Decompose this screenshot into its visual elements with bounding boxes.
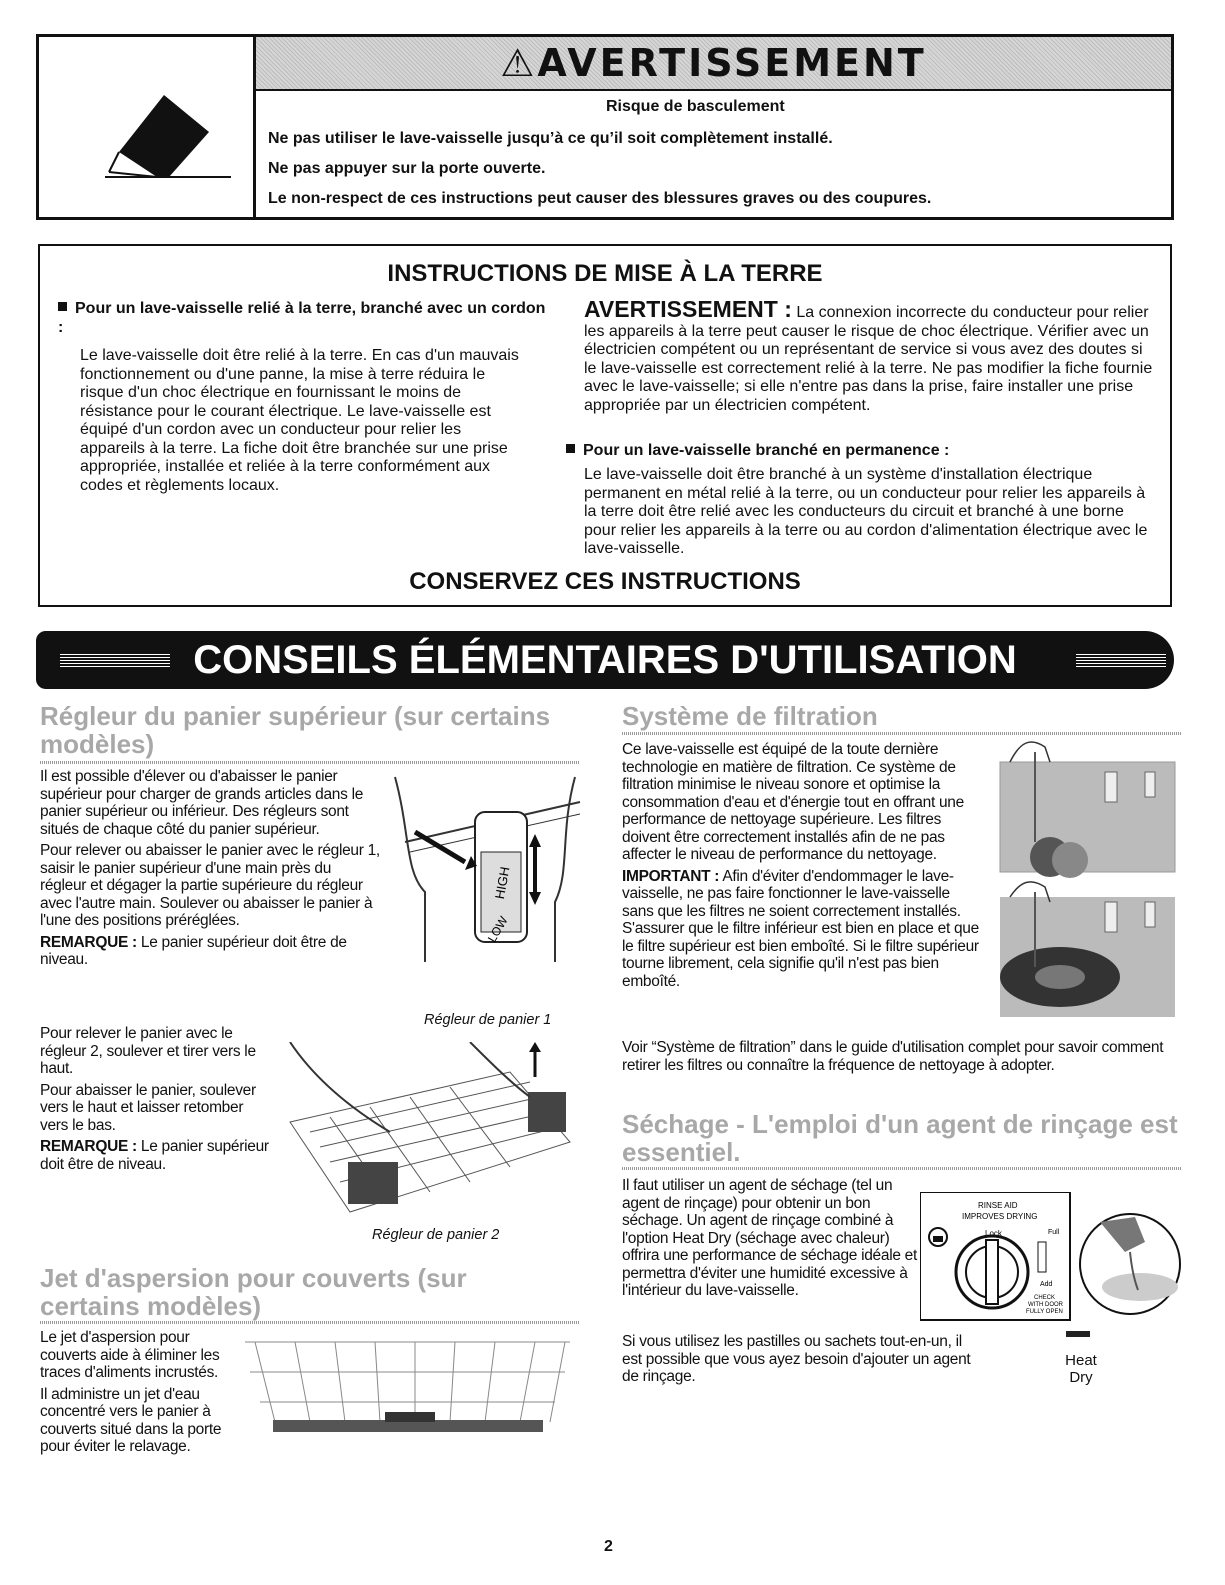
- warning-title: ⚠AVERTISSEMENT: [500, 41, 927, 85]
- grounding-warning-text: La connexion incorrecte du conducteur pour relier les appareils à la terre peut causer le risque de choc électrique. Vérifier avec un électricien compétent ou un représentant de service si vous avez des doutes si le lave-vaisselle est correctement relié à la terre. Ne pas modifier la fiche fournie avec le lave-vaisselle; si elle n'entre pas dans la prise, faire installer une prise appropriée par un électricien compétent.: [584, 304, 1153, 414]
- warning-line-1: Ne pas utiliser le lave-vaisselle jusqu’à ce qu’il soit complètement installé.: [268, 130, 833, 147]
- filter-text-2: [622, 1039, 1174, 1078]
- rack-text-2: [40, 1025, 270, 1177]
- drying-text-2: [622, 1333, 982, 1390]
- grounding-left-text: Le lave-vaisselle doit être relié à la terre. En cas d'un mauvais fonctionnement ou d'une panne, la mise à terre réduira le risque d'un choc électrique en fournissant le moins de résistance pour le courant électrique. Le lave-vaisselle est équipé d'un cordon avec un conducteur pour relier les appareils à la terre. La fiche doit être branchée sur une prise appropriée, installée et reliée à la terre conformément aux codes et règlements locaux.: [80, 347, 519, 494]
- rack-heading: Régleur du panier supérieur (sur certains modèles): [40, 701, 551, 759]
- bullet-square-icon: [566, 444, 575, 453]
- svg-text:LOW: LOW: [484, 913, 511, 945]
- svg-text:CHECK: CHECK: [1034, 1295, 1056, 1301]
- tip-over-icon: [39, 37, 253, 217]
- grounding-left-bullet: Pour un lave-vaisselle relié à la terre, branché avec un cordon :: [58, 300, 546, 336]
- grounding-right-text: Le lave-vaisselle doit être branché à un système d'installation électrique permanent en métal relié à la terre, ou un conducteur pour relier les appareils à la terre doit être relié avec les conducteurs du circuit et branché à une borne pour relier les appareils à la terre ou au cordon d'alimentation électrique avec le lave-vaisselle.: [584, 466, 1148, 557]
- warning-subtitle: Risque de basculement: [606, 98, 785, 115]
- filter-heading: Système de filtration: [622, 701, 878, 731]
- filter-p1: Ce lave-vaisselle est équipé de la toute dernière technologie en matière de filtration. Ce système de filtration minimise le niveau sonore et optimise la consommation d'eau et d'énergie tout en offrant une performance de nettoyage supérieure. Les filtres doivent être correctement installés afin de ne pas affecter le niveau de performance du nettoyage.: [622, 741, 964, 863]
- grounding-box: [38, 244, 1172, 607]
- spray-heading: Jet d'aspersion pour couverts (sur certains modèles): [40, 1263, 467, 1321]
- rack-text-1: [40, 768, 380, 973]
- tip-over-icon-cell: [39, 37, 256, 217]
- filter-important: IMPORTANT : Afin d'éviter d'endommager le lave-vaisselle, ne pas faire fonctionner le lave-vaisselle sans que les filtres ne soient correctement installés. S'assurer que le filtre inférieur est bien en place et que le filtre supérieur est bien emboîté. Si le filtre supérieur tourne librement, cela signifie qu'il n'est pas bien emboîté.: [622, 867, 979, 990]
- silverware-spray-illustration: [235, 1332, 580, 1442]
- bullet-square-icon: [58, 302, 67, 311]
- filter-p3: Voir “Système de filtration” dans le guide d'utilisation complet pour savoir comment retirer les filtres ou connaître la fréquence de nettoyage à adopter.: [622, 1039, 1164, 1074]
- rack-p2: Pour relever ou abaisser le panier avec le régleur 1, saisir le panier supérieur d'une main près du régleur et dégager la partie supérieure du régleur avec l'autre main. Soulever ou abaisser le panier à l'une des positions préréglées.: [40, 842, 380, 929]
- rack-adjuster-1-illustration: [385, 762, 585, 1002]
- svg-text:RINSE AID: RINSE AID: [978, 1201, 1018, 1210]
- rack-note2: REMARQUE : Le panier supérieur doit être de niveau.: [40, 1138, 269, 1173]
- filter-illustration: [990, 732, 1180, 1032]
- rack-note1: REMARQUE : Le panier supérieur doit être de niveau.: [40, 933, 347, 968]
- heat-dry-indicator-icon: [1066, 1331, 1090, 1337]
- grounding-warning-label: AVERTISSEMENT :: [584, 296, 792, 322]
- section-banner: [36, 631, 1174, 689]
- drying-heading: Séchage - L'emploi d'un agent de rinçage est essentiel.: [622, 1109, 1178, 1167]
- grounding-footer: CONSERVEZ CES INSTRUCTIONS: [409, 568, 801, 595]
- rack-adjuster-2-illustration: [270, 1042, 580, 1227]
- drying-p1: Il faut utiliser un agent de séchage (tel un agent de rinçage) pour obtenir un bon séchage. Un agent de rinçage combiné à l'option Heat Dry (séchage avec chaleur) offrira une performance de séchage idéale et permettra d'éviter une humidité excessive à l'intérieur du lave-vaisselle.: [622, 1177, 917, 1299]
- section-title: CONSEILS ÉLÉMENTAIRES D'UTILISATION: [193, 638, 1017, 682]
- heat-dry-label: Heat Dry: [1065, 1352, 1097, 1386]
- svg-text:Add: Add: [1040, 1281, 1053, 1288]
- drying-p2: Si vous utilisez les pastilles ou sachets tout-en-un, il est possible que vous ayez besoin d'ajouter un agent de rinçage.: [622, 1333, 971, 1385]
- spray-text: [40, 1329, 230, 1460]
- spray-p2: Il administre un jet d'eau concentré vers le panier à couverts situé dans la porte pour éviter le relavage.: [40, 1385, 222, 1455]
- grounding-right-warning: [584, 296, 1154, 415]
- rack-p4: Pour abaisser le panier, soulever vers le haut et laisser retomber vers le bas.: [40, 1081, 256, 1134]
- rack-caption-2: Régleur de panier 2: [372, 1227, 500, 1243]
- svg-text:IMPROVES DRYING: IMPROVES DRYING: [962, 1212, 1038, 1221]
- svg-text:Full: Full: [1048, 1229, 1060, 1236]
- spray-p1: Le jet d'aspersion pour couverts aide à éliminer les traces d'aliments incrustés.: [40, 1329, 220, 1381]
- warning-line-3: Le non-respect de ces instructions peut causer des blessures graves ou des coupures.: [268, 190, 932, 207]
- svg-text:Lock: Lock: [985, 1229, 1002, 1238]
- rack-p1: Il est possible d'élever ou d'abaisser le panier supérieur pour charger de grands articles dans le panier supérieur ou inférieur. Des régleurs sont situés de chaque côté du panier supérieur.: [40, 768, 364, 838]
- grounding-right-bullet: Pour un lave-vaisselle branché en permanence :: [566, 442, 1156, 461]
- warning-line-2: Ne pas appuyer sur la porte ouverte.: [268, 160, 546, 177]
- rack-p3: Pour relever le panier avec le régleur 2, soulever et tirer vers le haut.: [40, 1025, 256, 1077]
- svg-text:FULLY OPEN: FULLY OPEN: [1026, 1309, 1063, 1315]
- warning-banner: [256, 37, 1171, 91]
- drying-text-1: [622, 1177, 917, 1304]
- rinse-aid-dispenser-illustration: [920, 1192, 1182, 1322]
- grounding-title: INSTRUCTIONS DE MISE À LA TERRE: [387, 260, 823, 287]
- filter-text-1: [622, 741, 982, 994]
- svg-text:WITH DOOR: WITH DOOR: [1028, 1302, 1063, 1308]
- drying-rule: [622, 1167, 1182, 1170]
- page-number: 2: [604, 1538, 613, 1555]
- rack-caption-1: Régleur de panier 1: [424, 1012, 552, 1028]
- svg-text:HIGH: HIGH: [491, 865, 513, 901]
- spray-rule: [40, 1321, 580, 1324]
